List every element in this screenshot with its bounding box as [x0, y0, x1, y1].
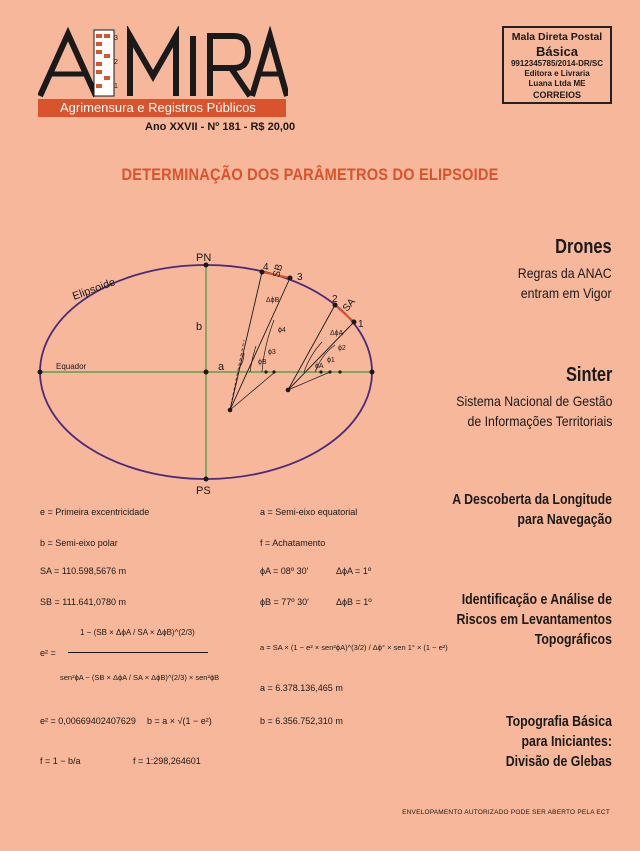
article-drones-title: Drones [555, 236, 612, 258]
definition-f: f = Achatamento [260, 538, 326, 548]
svg-text:1: 1 [114, 83, 118, 90]
label-phi-4: ϕ4 [278, 327, 286, 334]
article-topography-line-2: para Iniciantes: [521, 734, 612, 750]
postal-line-4: Editora e Livraria [524, 69, 590, 78]
value-a: a = 6.378.136,465 m [260, 683, 343, 693]
definition-e: e = Primeira excentricidade [40, 507, 150, 517]
issue-info: Ano XXVII - Nº 181 - R$ 20,00 [145, 121, 296, 133]
formula-e2-fraction-bar [68, 652, 208, 653]
label-phi-a: ϕA [315, 363, 324, 370]
article-sinter-line-1: Sistema Nacional de Gestão [455, 393, 612, 409]
value-phi-a: ϕA = 08º 30' [260, 566, 309, 576]
label-sa: SA [340, 296, 358, 314]
formula-e2-denominator: sen²ϕA − (SB × ΔϕA / SA × ΔϕB)^(2/3) × sen²ϕB [60, 673, 220, 682]
label-dphi-b: ΔϕB [266, 297, 280, 304]
article-topography [487, 712, 612, 772]
label-b: b [196, 321, 203, 333]
article-sinter-title: Sinter [565, 364, 612, 386]
formula-b: b = a × √(1 − e²) [147, 716, 212, 726]
postal-line-3: 9912345785/2014-DR/SC [510, 59, 604, 68]
value-f: f = 1:298,264601 [133, 756, 201, 766]
label-sb: SB [271, 263, 286, 279]
label-point-4: 4 [263, 262, 269, 273]
svg-text:3: 3 [114, 35, 118, 42]
article-risks-line-3: Topográficos [534, 632, 612, 648]
ellipsoid-diagram [30, 250, 390, 500]
postal-line-5: Luana Ltda ME [528, 79, 586, 88]
value-b: b = 6.356.752,310 m [260, 716, 343, 726]
value-e2: e² = 0,00669402407629 [40, 716, 136, 726]
postal-stamp-box [502, 26, 612, 104]
formula-a: a = SA × (1 − e² × sen²ϕA)^(3/2) / Δϕ° × sen 1° × (1 − e²) [260, 643, 448, 652]
article-sinter [435, 364, 612, 431]
article-drones [505, 236, 612, 303]
label-dphi-a: ΔϕA [330, 330, 344, 337]
label-point-1: 1 [358, 319, 364, 330]
value-dphi-a: ΔϕA = 1º [336, 566, 372, 576]
postal-notice: ENVELOPAMENTO AUTORIZADO PODE SER ABERTO PELA ECT [402, 809, 610, 816]
label-equator: Equador [56, 362, 87, 371]
article-drones-line-1: Regras da ANAC [518, 265, 612, 281]
article-longitude [424, 490, 612, 530]
value-sa: SA = 110.598,5676 m [40, 566, 127, 576]
postal-line-2: Básica [536, 44, 578, 59]
label-phi-1: ϕ1 [327, 357, 335, 364]
article-longitude-line-1: A Descoberta da Longitude [452, 492, 612, 508]
article-risks-line-2: Riscos em Levantamentos [456, 612, 612, 628]
article-topography-line-1: Topografia Básica [506, 714, 612, 730]
label-ellipsoid: Elipsoide [70, 276, 117, 303]
formula-e2-numerator: 1 − (SB × ΔϕA / SA × ΔϕB)^(2/3) [80, 628, 195, 637]
article-drones-line-2: entram em Vigor [521, 285, 612, 301]
article-risks-line-1: Identificação e Análise de [461, 592, 612, 608]
value-phi-b: ϕB = 77º 30' [260, 597, 309, 607]
label-phi-2: ϕ2 [338, 345, 346, 352]
article-topography-line-3: Divisão de Glebas [505, 754, 612, 770]
magazine-subtitle: Agrimensura e Registros Públicos [38, 99, 286, 117]
label-point-2: 2 [332, 294, 338, 305]
label-pn: PN [196, 252, 212, 264]
label-phi-3: ϕ3 [268, 349, 276, 356]
label-point-3: 3 [297, 272, 303, 283]
label-a: a [218, 361, 225, 373]
cover-headline: DETERMINAÇÃO DOS PARÂMETROS DO ELIPSOIDE [121, 165, 499, 184]
definition-b: b = Semi-eixo polar [40, 538, 118, 548]
label-ps: PS [196, 485, 211, 497]
formula-e2-lhs: e² = [40, 648, 56, 658]
postal-line-1: Mala Direta Postal [511, 31, 603, 43]
svg-text:2: 2 [114, 59, 118, 66]
article-risks [429, 590, 612, 650]
article-sinter-line-2: de Informações Territoriais [467, 413, 612, 429]
value-dphi-b: ΔϕB = 1º [336, 597, 372, 607]
formula-f: f = 1 − b/a [40, 756, 81, 766]
definition-a: a = Semi-eixo equatorial [260, 507, 358, 517]
article-longitude-line-2: para Navegação [517, 512, 612, 528]
label-phi-b: ϕB [258, 359, 267, 366]
postal-line-6: CORREIOS [532, 90, 581, 100]
value-sb: SB = 111.641,0780 m [40, 597, 126, 607]
